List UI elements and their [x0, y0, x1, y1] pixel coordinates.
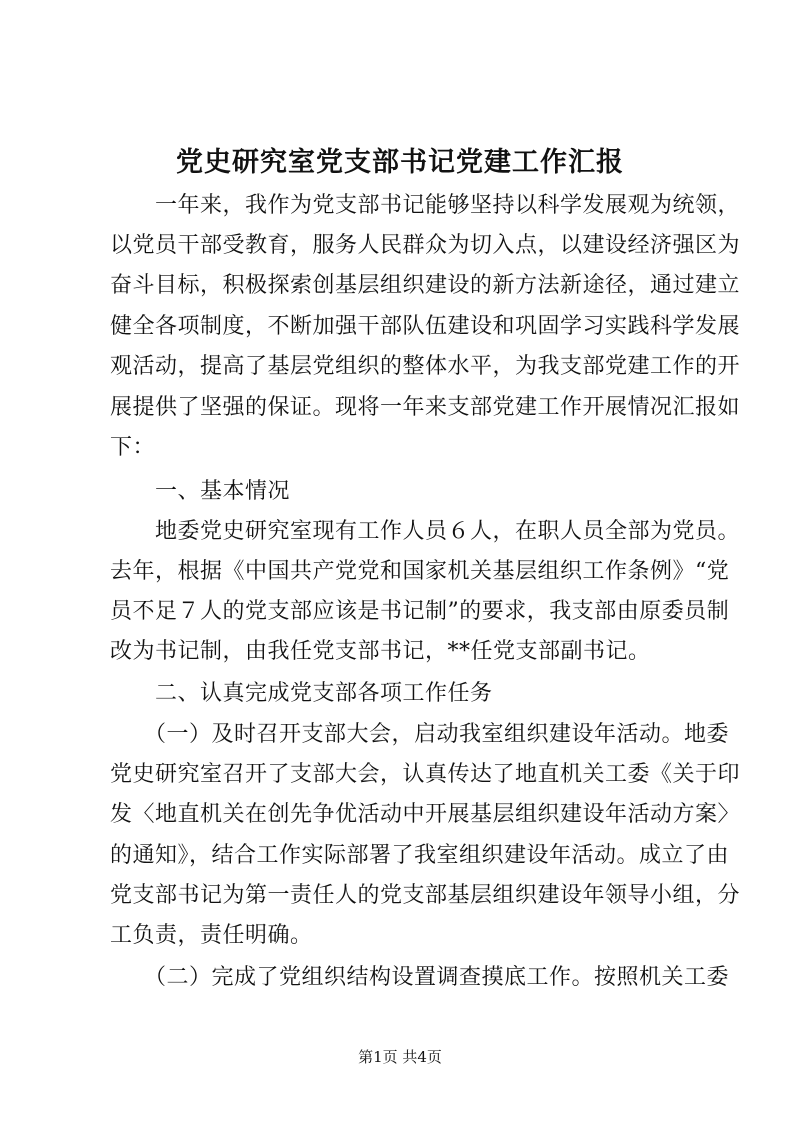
body-line: 观活动，提高了基层党组织的整体水平，为我支部党建工作的开	[110, 354, 741, 379]
body-line: （一）及时召开支部大会，启动我室组织建设年活动。地委	[110, 722, 730, 747]
body-line: 展提供了坚强的保证。现将一年来支部党建工作开展情况汇报如	[110, 395, 741, 420]
body-line: 员不足７人的党支部应该是书记制”的要求，我支部由原委员制	[110, 599, 730, 624]
document-title: 党史研究室党支部书记党建工作汇报	[176, 147, 624, 178]
page-number: 第1页 共4页	[358, 1048, 442, 1066]
section-heading: 二、认真完成党支部各项工作任务	[110, 681, 493, 706]
body-line: 下：	[110, 435, 156, 460]
body-line: 健全各项制度，不断加强干部队伍建设和巩固学习实践科学发展	[110, 314, 741, 339]
body-line: 地委党史研究室现有工作人员６人，在职人员全部为党员。	[110, 519, 741, 544]
body-line: 的通知》，结合工作实际部署了我室组织建设年活动。成立了由	[110, 843, 730, 868]
body-line: （二）完成了党组织结构设置调查摸底工作。按照机关工委	[110, 965, 730, 990]
body-line: 去年，根据《中国共产党党和国家机关基层组织工作条例》“党	[110, 559, 730, 584]
body-line: 一年来，我作为党支部书记能够坚持以科学发展观为统领，	[110, 193, 741, 218]
body-line: 党支部书记为第一责任人的党支部基层组织建设年领导小组，分	[110, 883, 741, 908]
section-heading: 一、基本情况	[110, 479, 291, 504]
body-line: 奋斗目标，积极探索创基层组织建设的新方法新途径，通过建立	[110, 273, 741, 298]
body-line: 改为书记制，由我任党支部书记，**任党支部副书记。	[110, 639, 651, 664]
body-line: 党史研究室召开了支部大会，认真传达了地直机关工委《关于印	[110, 762, 741, 787]
body-line: 以党员干部受教育，服务人民群众为切入点，以建设经济强区为	[110, 233, 741, 258]
body-line: 工负责，责任明确。	[110, 923, 313, 948]
body-line: 发〈地直机关在创先争优活动中开展基层组织建设年活动方案〉	[110, 802, 741, 827]
